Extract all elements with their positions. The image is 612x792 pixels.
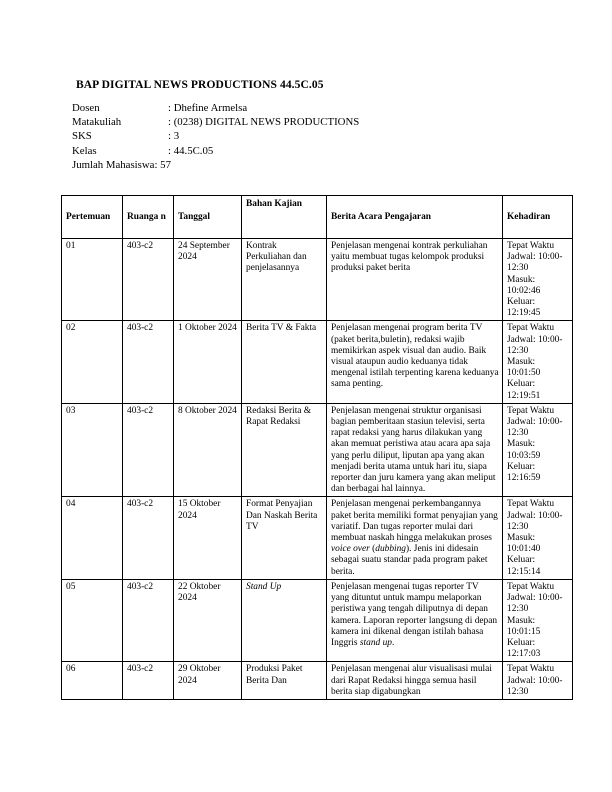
cell-berita-acara	[327, 497, 503, 579]
attendance-keluar: Keluar: 12:17:03	[507, 637, 541, 660]
table-row	[62, 239, 573, 321]
attendance-status: Tepat Waktu	[507, 405, 555, 416]
table-row	[62, 497, 573, 579]
cell-berita-acara: Penjelasan mengenai struktur organisasi bagian pemberitaan stasiun televisi, serta rapat redaksi yang harus dilakukan yang akan memuat peristiwa atau acara apa saja yang perlu diliput, liputan apa yang akan menjadi berita utama untuk hari itu, siapa reporter dan juru kamera yang akan meliput dan berbagai hal lainnya.	[327, 403, 503, 497]
cell-pertemuan: 05	[62, 579, 123, 661]
cell-ruangan: 403-c2	[123, 662, 174, 700]
berita-text: ). Jenis ini didesain sebagai suatu standar pada program paket berita.	[331, 544, 488, 577]
cell-bahan-kajian: Kontrak Perkuliahan dan penjelasannya	[242, 239, 327, 321]
bahan-italic: Stand Up	[246, 581, 282, 592]
attendance-masuk: Masuk: 10:01:40	[507, 533, 541, 555]
cell-tanggal: 29 Oktober 2024	[174, 662, 242, 700]
meta-label: SKS	[72, 130, 92, 143]
table-row	[62, 403, 573, 497]
cell-pertemuan: 06	[62, 662, 123, 700]
attendance-jadwal: Jadwal: 10:00-12:30	[507, 417, 563, 439]
cell-ruangan: 403-c2	[123, 239, 174, 321]
cell-tanggal: 24 September 2024	[174, 239, 242, 321]
attendance-jadwal: Jadwal: 10:00-12:30	[507, 510, 563, 532]
cell-bahan-kajian: Berita TV & Fakta	[242, 321, 327, 403]
header-kehadiran: Kehadiran	[503, 196, 573, 239]
cell-tanggal: 8 Oktober 2024	[174, 403, 242, 497]
meta-value: : Dhefine Armelsa	[168, 102, 248, 114]
attendance-keluar: Keluar: 12:19:51	[507, 379, 541, 401]
table-header-row	[62, 196, 573, 239]
bap-table	[61, 195, 573, 700]
meta-value: : 3	[168, 130, 180, 143]
cell-ruangan: 403-c2	[123, 321, 174, 403]
table-row	[62, 662, 573, 700]
attendance-masuk: Masuk: 10:03:59	[507, 439, 541, 461]
cell-bahan-kajian	[242, 579, 327, 661]
cell-kehadiran	[503, 497, 573, 579]
attendance-status: Tepat Waktu	[507, 241, 555, 251]
meta-label: Jumlah Mahasiswa	[72, 158, 155, 171]
cell-kehadiran	[503, 579, 573, 661]
attendance-status: Tepat Waktu	[507, 323, 555, 334]
berita-text: .	[391, 637, 395, 648]
header-berita-acara: Berita Acara Pengajaran	[327, 196, 503, 239]
cell-berita-acara: Penjelasan mengenai program berita TV (paket berita,buletin), redaksi wajib memikirkan aspek visual dan audio. Baik visual ataupun audio keduanya tidak mengenal istilah terpenting karena keduanya sama penting.	[327, 321, 503, 403]
attendance-keluar: Keluar: 12:15:14	[507, 555, 541, 577]
attendance-masuk: Masuk: 10:02:46	[507, 274, 541, 296]
cell-tanggal: 22 Oktober 2024	[174, 579, 242, 661]
meta-value: : 57	[154, 158, 171, 171]
document-title: BAP DIGITAL NEWS PRODUCTIONS 44.5C.05	[76, 79, 324, 91]
cell-pertemuan: 04	[62, 497, 123, 579]
meta-value: : (0238) DIGITAL NEWS PRODUCTIONS	[168, 116, 360, 129]
cell-bahan-kajian: Format Penyajian Dan Naskah Berita TV	[242, 497, 327, 579]
meta-value: : 44.5C.05	[168, 144, 214, 157]
cell-kehadiran	[503, 662, 573, 700]
attendance-masuk: Masuk: 10:01:15	[507, 615, 541, 637]
berita-italic-term: dubbing	[375, 544, 406, 555]
attendance-keluar: Keluar: 12:19:45	[507, 297, 541, 319]
berita-text: Penjelasan mengenai perkembangannya paket berita memiliki format penyajian yang variatif. Dan tugas reporter mulai dari membuat naskah hingga melakukan proses	[331, 499, 498, 544]
berita-italic-term: stand up	[359, 637, 392, 648]
cell-tanggal: 15 Oktober 2024	[174, 497, 242, 579]
cell-bahan-kajian: Redaksi Berita & Rapat Redaksi	[242, 403, 327, 497]
cell-berita-acara: Penjelasan mengenai alur visualisasi mulai dari Rapat Redaksi hingga semua hasil berita siap digabungkan	[327, 662, 503, 700]
attendance-jadwal: Jadwal: 10:00-12:30	[507, 675, 563, 697]
berita-text: (	[369, 544, 376, 555]
header-tanggal: Tanggal	[174, 196, 242, 239]
attendance-jadwal: Jadwal: 10:00-12:30	[507, 252, 563, 274]
attendance-status: Tepat Waktu	[507, 499, 555, 510]
header-ruangan: Ruanga n	[123, 196, 174, 239]
attendance-status: Tepat Waktu	[507, 664, 555, 675]
cell-tanggal: 1 Oktober 2024	[174, 321, 242, 403]
attendance-jadwal: Jadwal: 10:00-12:30	[507, 334, 563, 356]
cell-ruangan: 403-c2	[123, 579, 174, 661]
cell-pertemuan: 01	[62, 239, 123, 321]
attendance-keluar: Keluar: 12:16:59	[507, 461, 541, 484]
cell-ruangan: 403-c2	[123, 403, 174, 497]
cell-ruangan: 403-c2	[123, 497, 174, 579]
table-row	[62, 321, 573, 403]
meta-label: Kelas	[72, 144, 97, 157]
berita-text: Penjelasan mengenai tugas reporter TV yang dituntut untuk mampu melaporkan peristiwa yang tengah diliputnya di depan kamera. Laporan reporter langsung di depan kamera ini dikenal dengan istilah bahasa Inggris	[331, 581, 498, 648]
attendance-jadwal: Jadwal: 10:00-12:30	[507, 593, 563, 615]
cell-pertemuan: 02	[62, 321, 123, 403]
header-bahan-kajian: Bahan Kajian	[242, 196, 327, 239]
cell-kehadiran	[503, 239, 573, 321]
meta-label: Dosen	[72, 102, 100, 114]
cell-pertemuan: 03	[62, 403, 123, 497]
cell-bahan-kajian: Produksi Paket Berita Dan	[242, 662, 327, 700]
cell-kehadiran	[503, 321, 573, 403]
meta-label: Matakuliah	[72, 116, 122, 129]
cell-kehadiran	[503, 403, 573, 497]
cell-berita-acara	[327, 579, 503, 661]
attendance-status: Tepat Waktu	[507, 581, 555, 592]
cell-berita-acara: Penjelasan mengenai kontrak perkuliahan yaitu membuat tugas kelompok produksi produksi paket berita	[327, 239, 503, 321]
header-pertemuan: Pertemuan	[62, 196, 123, 239]
attendance-masuk: Masuk: 10:01:50	[507, 357, 541, 379]
table-row	[62, 579, 573, 661]
berita-italic-term: voice over	[331, 544, 370, 555]
